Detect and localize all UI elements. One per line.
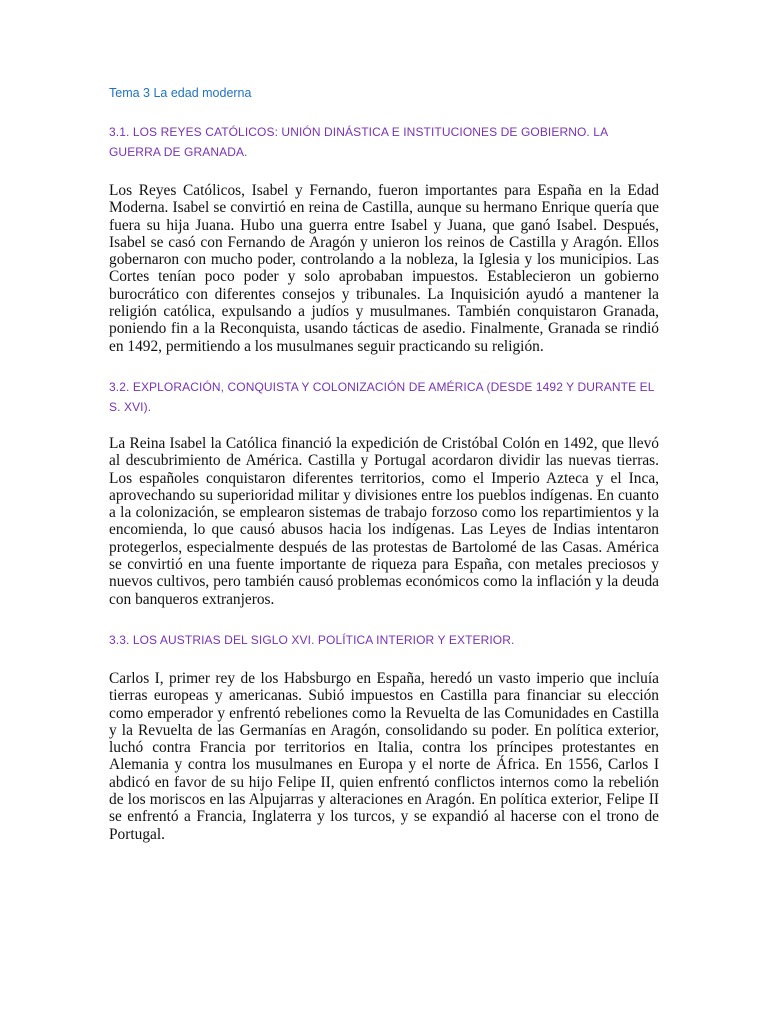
document-title: Tema 3 La edad moderna xyxy=(109,86,252,100)
section-body-austrias: Carlos I, primer rey de los Habsburgo en España, heredó un vasto imperio que incluía tierras europeas y americanas. Subió impuestos en Castilla para financiar su elección como emperador y enfrentó rebeliones como la Revuelta de las Comunidades en Castilla y la Revuelta de las Germanías en Aragón, consolidando su poder. En política exterior, luchó contra Francia por territorios en Italia, contra los príncipes protestantes en Alemania y contra los musulmanes en Europa y el norte de África. En 1556, Carlos I abdicó en favor de su hijo Felipe II, quien enfrentó conflictos internos como la rebelión de los moriscos en las Alpujarras y alteraciones en Aragón. En política exterior, Felipe II se enfrentó a Francia, Inglaterra y los turcos, y se expandió al hacerse con el trono de Portugal. xyxy=(109,669,659,843)
section-heading-reyes-catolicos: 3.1. LOS REYES CATÓLICOS: UNIÓN DINÁSTICA E INSTITUCIONES DE GOBIERNO. LA GUERRA DE GRANADA. xyxy=(109,125,608,159)
section-body-america: La Reina Isabel la Católica financió la expedición de Cristóbal Colón en 1492, que llevó al descubrimiento de América. Castilla y Portugal acordaron dividir las nuevas tierras. Los españoles conquistaron diferentes territorios, como el Imperio Azteca y el Inca, aprovechando su superioridad militar y divisiones entre los pueblos indígenas. En cuanto a la colonización, se emplearon sistemas de trabajo forzoso como los repartimientos y la encomienda, lo que causó abusos hacia los indígenas. Las Leyes de Indias intentaron protegerlos, especialmente después de las protestas de Bartolomé de las Casas. América se convirtió en una fuente importante de riqueza para España, con metales preciosos y nuevos cultivos, pero también causó problemas económicos como la inflación y la deuda con banqueros extranjeros. xyxy=(109,434,659,608)
document-page xyxy=(109,84,659,863)
section-body-reyes-catolicos: Los Reyes Católicos, Isabel y Fernando, fueron importantes para España en la Edad Moderna. Isabel se convirtió en reina de Castilla, aunque su hermano Enrique quería que fuera su hija Juana. Hubo una guerra entre Isabel y Juana, que ganó Isabel. Después, Isabel se casó con Fernando de Aragón y unieron los reinos de Castilla y Aragón. Ellos gobernaron con mucho poder, controlando a la nobleza, la Iglesia y los municipios. Las Cortes tenían poco poder y solo aprobaban impuestos. Establecieron un gobierno burocrático con diferentes consejos y tribunales. La Inquisición ayudó a mantener la religión católica, expulsando a judíos y musulmanes. También conquistaron Granada, poniendo fin a la Reconquista, usando tácticas de asedio. Finalmente, Granada se rindió en 1492, permitiendo a los musulmanes seguir practicando su religión. xyxy=(109,182,659,355)
section-heading-america: 3.2. EXPLORACIÓN, CONQUISTA Y COLONIZACIÓN DE AMÉRICA (DESDE 1492 Y DURANTE EL S. XVI). xyxy=(109,379,655,414)
section-heading-austrias: 3.3. LOS AUSTRIAS DEL SIGLO XVI. POLÍTICA INTERIOR Y EXTERIOR. xyxy=(109,632,515,647)
